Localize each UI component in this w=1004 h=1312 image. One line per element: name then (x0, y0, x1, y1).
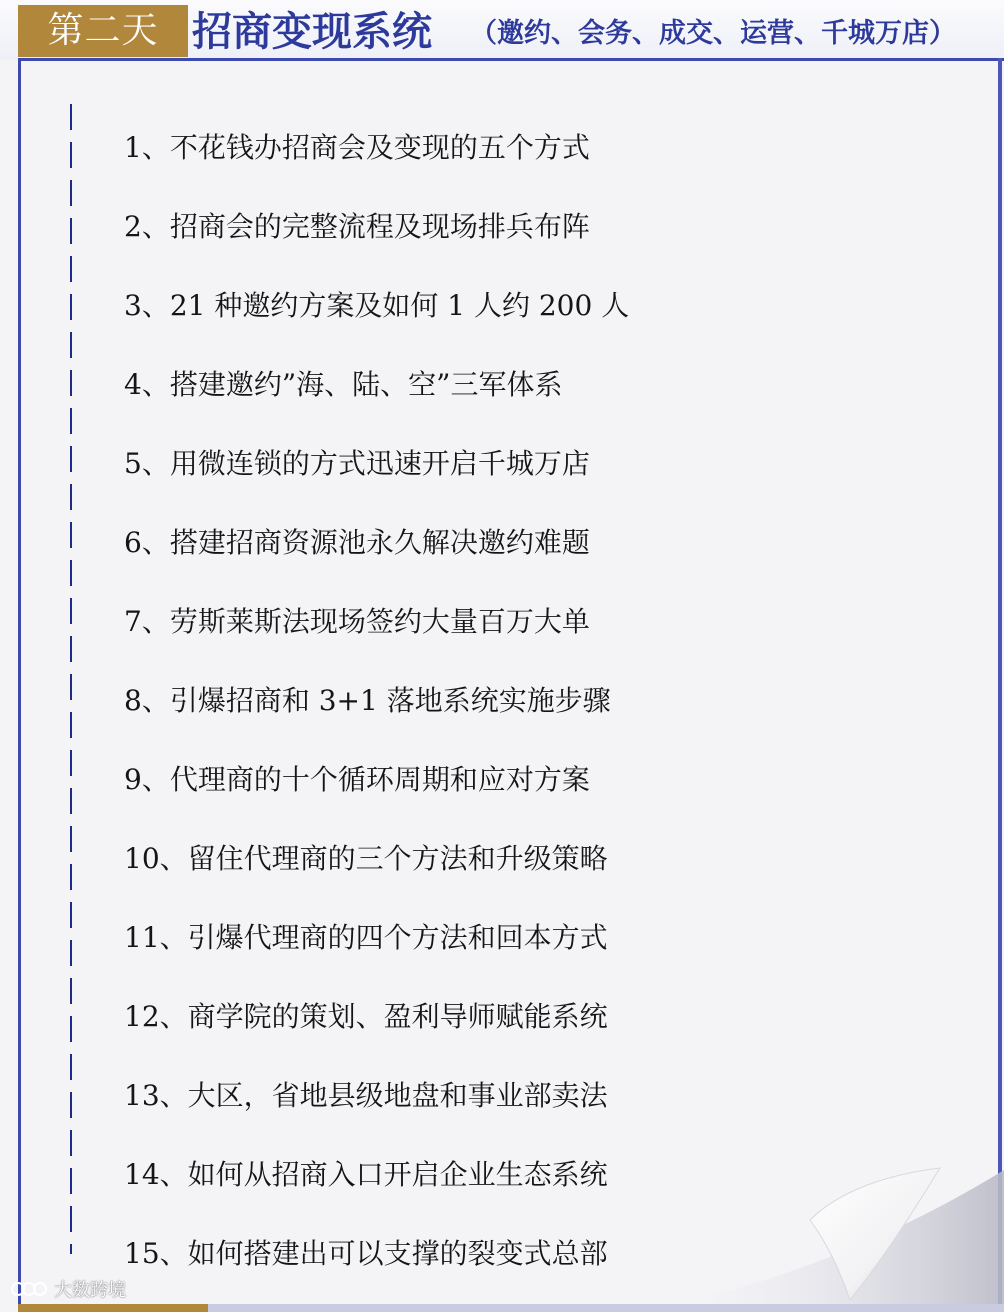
page-header (0, 0, 1004, 60)
list-item: 3、21 种邀约方案及如何 1 人约 200 人 (124, 288, 630, 322)
list-item: 7、劳斯莱斯法现场签约大量百万大单 (124, 604, 590, 638)
list-item: 6、搭建招商资源池永久解决邀约难题 (124, 525, 590, 559)
list-item: 13、大区，省地县级地盘和事业部卖法 (124, 1078, 608, 1112)
page-subtitle: （邀约、会务、成交、运营、千城万店） (470, 18, 956, 49)
list-item: 1、不花钱办招商会及变现的五个方式 (124, 130, 590, 164)
list-item: 14、如何从招商入口开启企业生态系统 (124, 1157, 608, 1191)
list-item: 2、招商会的完整流程及现场排兵布阵 (124, 209, 590, 243)
page-title: 招商变现系统 (192, 8, 432, 55)
list-item: 4、搭建邀约”海、陆、空”三军体系 (124, 367, 563, 401)
list-item: 11、引爆代理商的四个方法和回本方式 (124, 920, 608, 954)
day-tag: 第二天 (18, 5, 188, 57)
list-item: 9、代理商的十个循环周期和应对方案 (124, 762, 590, 796)
list-item: 12、商学院的策划、盈利导师赋能系统 (124, 999, 608, 1033)
list-item: 8、引爆招商和 3+1 落地系统实施步骤 (124, 683, 611, 717)
list-item: 10、留住代理商的三个方法和升级策略 (124, 841, 608, 875)
watermark-logo-icon (10, 1279, 48, 1299)
watermark-text: 大数跨境 (54, 1280, 126, 1301)
page-curl-decoration (690, 1160, 1004, 1312)
watermark (10, 1276, 126, 1302)
frame-right-border (998, 58, 1002, 1312)
header-divider (18, 58, 1004, 61)
list-item: 5、用微连锁的方式迅速开启千城万店 (124, 446, 590, 480)
frame-left-border (18, 58, 21, 1312)
next-section-tag (18, 1304, 208, 1312)
list-item: 15、如何搭建出可以支撑的裂变式总部 (124, 1236, 608, 1270)
dashed-guide-line (70, 104, 72, 1254)
course-item-list (124, 106, 844, 1291)
